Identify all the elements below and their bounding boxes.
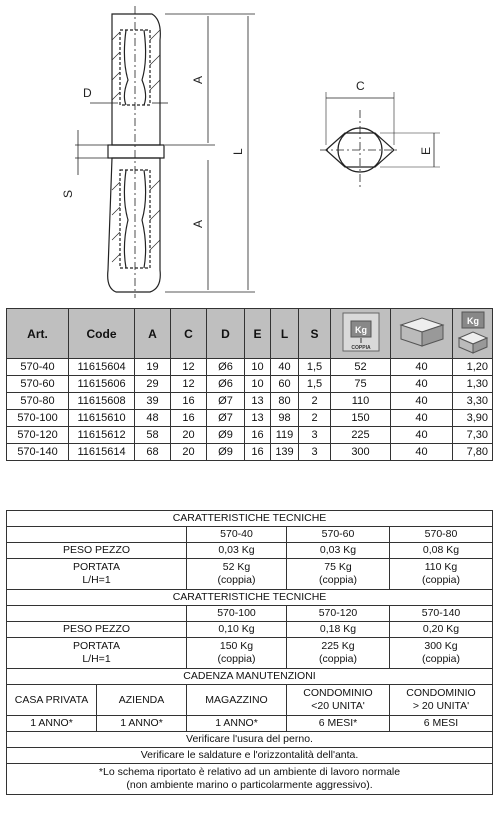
article-cell: 1,20 <box>453 359 493 376</box>
portata-value: 110 Kg (coppia) <box>390 559 493 590</box>
cad-header-azienda: AZIENDA <box>97 685 187 716</box>
portata-label: PORTATA L/H=1 <box>7 638 187 669</box>
cad-header-magazzino: MAGAZZINO <box>187 685 287 716</box>
article-cell: 12 <box>171 359 207 376</box>
article-cell: 11615608 <box>69 393 135 410</box>
model-cell: 570-40 <box>187 527 287 543</box>
svg-text:Kg: Kg <box>354 325 367 335</box>
article-cell: 10 <box>245 359 271 376</box>
model-cell: 570-100 <box>187 606 287 622</box>
article-cell: 2 <box>299 393 331 410</box>
dim-d-label: D <box>83 86 92 100</box>
article-cell: 570-120 <box>7 427 69 444</box>
article-cell: 11615606 <box>69 376 135 393</box>
article-cell: 570-140 <box>7 444 69 461</box>
article-cell: 75 <box>331 376 391 393</box>
article-cell: 48 <box>135 410 171 427</box>
article-cell: 40 <box>391 376 453 393</box>
article-cell: 1,30 <box>453 376 493 393</box>
article-cell: 7,80 <box>453 444 493 461</box>
article-cell: 98 <box>271 410 299 427</box>
tech-title-2: CARATTERISTICHE TECNICHE <box>7 590 493 606</box>
dimension-lines <box>75 14 255 292</box>
article-cell: 40 <box>391 444 453 461</box>
cadenza-title: CADENZA MANUTENZIONI <box>7 669 493 685</box>
article-row <box>7 427 493 444</box>
portata-value: 225 Kg (coppia) <box>287 638 390 669</box>
col-s: S <box>299 309 331 359</box>
article-cell: Ø6 <box>207 359 245 376</box>
article-cell: 10 <box>245 376 271 393</box>
article-cell: Ø6 <box>207 376 245 393</box>
article-cell: 11615612 <box>69 427 135 444</box>
article-cell: 40 <box>391 393 453 410</box>
article-cell: 3,30 <box>453 393 493 410</box>
article-cell: 40 <box>391 427 453 444</box>
articles-header-row <box>7 309 493 359</box>
portata-value: 150 Kg (coppia) <box>187 638 287 669</box>
model-cell: 570-80 <box>390 527 493 543</box>
dim-c-label: C <box>356 79 365 93</box>
article-cell: 20 <box>171 427 207 444</box>
peso-value: 0,03 Kg <box>287 543 390 559</box>
article-cell: 13 <box>245 410 271 427</box>
article-cell: Ø9 <box>207 427 245 444</box>
svg-text:COPPIA: COPPIA <box>350 345 371 351</box>
article-cell: 11615610 <box>69 410 135 427</box>
article-cell: 12 <box>171 376 207 393</box>
col-package <box>391 309 453 359</box>
model-cell: 570-120 <box>287 606 390 622</box>
article-cell: 16 <box>171 410 207 427</box>
article-cell: Ø9 <box>207 444 245 461</box>
peso-label: PESO PEZZO <box>7 543 187 559</box>
article-cell: 40 <box>391 410 453 427</box>
col-l: L <box>271 309 299 359</box>
article-cell: 225 <box>331 427 391 444</box>
cad-value: 6 MESI* <box>287 716 390 732</box>
dim-a-top-label: A <box>191 75 205 84</box>
portata-label: PORTATA L/H=1 <box>7 559 187 590</box>
dim-e-label: E <box>419 146 433 155</box>
hinge-side-view <box>108 6 164 298</box>
article-row <box>7 393 493 410</box>
footnote: *Lo schema riportato è relativo ad un ambiente di lavoro normale (non ambiente marino o particolarmente aggressivo). <box>7 764 493 795</box>
blank-cell <box>7 606 187 622</box>
cad-header-condominio-small: CONDOMINIO <20 UNITA' <box>287 685 390 716</box>
article-cell: 16 <box>245 444 271 461</box>
model-cell: 570-60 <box>287 527 390 543</box>
hinge-technical-drawing <box>0 0 496 300</box>
col-weight <box>453 309 493 359</box>
article-row <box>7 359 493 376</box>
col-code: Code <box>69 309 135 359</box>
article-cell: 3,90 <box>453 410 493 427</box>
article-cell: 29 <box>135 376 171 393</box>
col-art: Art. <box>7 309 69 359</box>
cad-value: 1 ANNO* <box>97 716 187 732</box>
article-cell: 58 <box>135 427 171 444</box>
dim-a-bottom-label: A <box>191 219 205 228</box>
article-cell: 570-100 <box>7 410 69 427</box>
article-cell: 570-40 <box>7 359 69 376</box>
peso-value: 0,18 Kg <box>287 622 390 638</box>
tech-title-1: CARATTERISTICHE TECNICHE <box>7 511 493 527</box>
article-cell: 2 <box>299 410 331 427</box>
article-cell: 40 <box>391 359 453 376</box>
article-cell: 19 <box>135 359 171 376</box>
articles-table <box>6 308 493 461</box>
peso-label: PESO PEZZO <box>7 622 187 638</box>
article-cell: 139 <box>271 444 299 461</box>
peso-value: 0,20 Kg <box>390 622 493 638</box>
article-row <box>7 410 493 427</box>
peso-value: 0,03 Kg <box>187 543 287 559</box>
article-cell: 16 <box>245 427 271 444</box>
cad-value: 1 ANNO* <box>187 716 287 732</box>
col-load-capacity <box>331 309 391 359</box>
article-cell: 16 <box>171 393 207 410</box>
article-cell: 13 <box>245 393 271 410</box>
article-cell: 570-80 <box>7 393 69 410</box>
blank-cell <box>7 527 187 543</box>
article-cell: 52 <box>331 359 391 376</box>
dim-l-label: L <box>231 148 245 155</box>
article-cell: 11615604 <box>69 359 135 376</box>
article-cell: 150 <box>331 410 391 427</box>
article-cell: 570-60 <box>7 376 69 393</box>
article-cell: 300 <box>331 444 391 461</box>
note-usura: Verificare l'usura del perno. <box>7 732 493 748</box>
col-d: D <box>207 309 245 359</box>
peso-value: 0,08 Kg <box>390 543 493 559</box>
technical-characteristics-table <box>6 510 493 795</box>
portata-value: 75 Kg (coppia) <box>287 559 390 590</box>
svg-text:Kg: Kg <box>466 316 479 326</box>
article-cell: 40 <box>271 359 299 376</box>
weight-box-icon <box>456 310 490 354</box>
note-saldature: Verificare le saldature e l'orizzontalità dell'anta. <box>7 748 493 764</box>
col-c: C <box>171 309 207 359</box>
article-cell: 7,30 <box>453 427 493 444</box>
weight-coppia-icon <box>341 311 381 353</box>
article-cell: 60 <box>271 376 299 393</box>
col-a: A <box>135 309 171 359</box>
cad-header-condominio-large: CONDOMINIO > 20 UNITA' <box>390 685 493 716</box>
article-cell: Ø7 <box>207 410 245 427</box>
portata-value: 52 Kg (coppia) <box>187 559 287 590</box>
cad-value: 6 MESI <box>390 716 493 732</box>
article-cell: 11615614 <box>69 444 135 461</box>
article-row <box>7 444 493 461</box>
model-cell: 570-140 <box>390 606 493 622</box>
cad-header-casa: CASA PRIVATA <box>7 685 97 716</box>
cad-value: 1 ANNO* <box>7 716 97 732</box>
article-cell: 20 <box>171 444 207 461</box>
article-row <box>7 376 493 393</box>
article-cell: Ø7 <box>207 393 245 410</box>
hinge-cross-section <box>320 92 440 190</box>
portata-value: 300 Kg (coppia) <box>390 638 493 669</box>
box-icon <box>397 315 447 349</box>
col-e: E <box>245 309 271 359</box>
article-cell: 110 <box>331 393 391 410</box>
article-cell: 80 <box>271 393 299 410</box>
article-cell: 39 <box>135 393 171 410</box>
dim-s-label: S <box>61 189 75 198</box>
article-cell: 68 <box>135 444 171 461</box>
article-cell: 1,5 <box>299 359 331 376</box>
peso-value: 0,10 Kg <box>187 622 287 638</box>
article-cell: 3 <box>299 444 331 461</box>
article-cell: 3 <box>299 427 331 444</box>
article-cell: 119 <box>271 427 299 444</box>
article-cell: 1,5 <box>299 376 331 393</box>
